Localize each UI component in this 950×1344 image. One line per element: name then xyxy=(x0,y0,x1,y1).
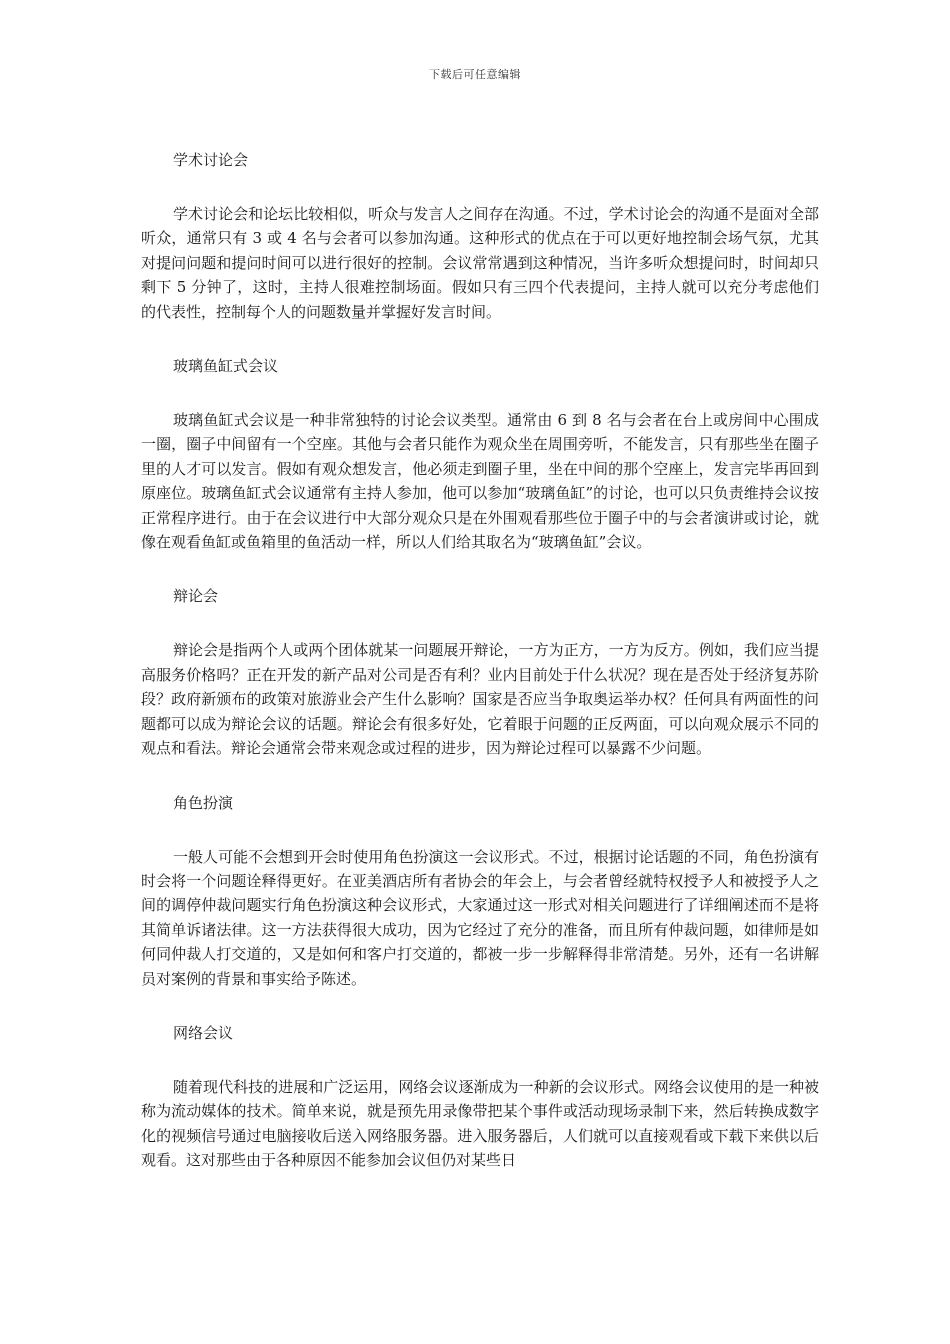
section-heading: 角色扮演 xyxy=(173,793,234,812)
section-heading: 辩论会 xyxy=(173,587,219,606)
section-academic-seminar xyxy=(141,148,819,324)
section-paragraph: 玻璃鱼缸式会议是一种非常独特的讨论会议类型。通常由 6 到 8 名与会者在台上或房间中心围成一圈，圈子中间留有一个空座。其他与会者只能作为观众坐在周围旁听，不能发言，只有那些坐在圈子里的人才可以发言。假如有观众想发言，他必须走到圈子里，坐在中间的那个空座上，发言完毕再回到原座位。玻璃鱼缸式会议通常有主持人参加，他可以参加“玻璃鱼缸”的讨论，也可以只负责维持会议按正常程序进行。由于在会议进行中大部分观众只是在外围观看那些位于圈子中的与会者演讲或讨论，就像在观看鱼缸或鱼箱里的鱼活动一样，所以人们给其取名为“玻璃鱼缸”会议。 xyxy=(141,411,819,552)
section-paragraph: 辩论会是指两个人或两个团体就某一问题展开辩论，一方为正方，一方为反方。例如，我们应当提高服务价格吗？正在开发的新产品对公司是否有利？业内目前处于什么状况？现在是否处于经济复苏阶段？政府新颁布的政策对旅游业会产生什么影响？国家是否应当争取奥运举办权？任何具有两面性的问题都可以成为辩论会议的话题。辩论会有很多好处，它着眼于问题的正反两面，可以向观众展示不同的观点和看法。辩论会通常会带来观念或过程的进步，因为辩论过程可以暴露不少问题。 xyxy=(141,641,819,758)
section-heading: 学术讨论会 xyxy=(173,151,249,169)
section-role-play xyxy=(141,791,819,991)
section-paragraph: 随着现代科技的进展和广泛运用，网络会议逐渐成为一种新的会议形式。网络会议使用的是一种被称为流动媒体的技术。简单来说，就是预先用录像带把某个事件或活动现场录制下来，然后转换成数字化的视频信号通过电脑接收后送入网络服务器。进入服务器后，人们就可以直接观看或下载下来供以后观看。这对那些由于各种原因不能参加会议但仍对某些日 xyxy=(141,1077,819,1170)
section-paragraph: 学术讨论会和论坛比较相似，听众与发言人之间存在沟通。不过，学术讨论会的沟通不是面对全部听众，通常只有 3 或 4 名与会者可以参加沟通。这种形式的优点在于可以更好地控制会场气氛，尤其对提问问题和提问时间可以进行很好的控制。会议常常遇到这种情况，当许多听众想提问时，时间却只剩下 5 分钟了，这时，主持人很难控制场面。假如只有三四个代表提问，主持人就可以充分考虑他们的代表性，控制每个人的问题数量并掌握好发言时间。 xyxy=(141,205,819,321)
section-web-conference xyxy=(141,1021,819,1173)
section-fishbowl-meeting xyxy=(141,354,819,554)
page-header: 下载后可任意编辑 xyxy=(429,68,521,81)
document-body xyxy=(141,148,819,1203)
section-paragraph: 一般人可能不会想到开会时使用角色扮演这一会议形式。不过，根据讨论话题的不同，角色扮演有时会将一个问题诠释得更好。在亚美酒店所有者协会的年会上，与会者曾经就特权授予人和被授予人之间的调停仲裁问题实行角色扮演这种会议形式，大家通过这一形式对相关问题进行了详细阐述而不是将其简单诉诸法律。这一方法获得很大成功，因为它经过了充分的准备，而且所有仲裁问题，如律师是如何同仲裁人打交道的，又是如何和客户打交道的，都被一步一步解释得非常清楚。另外，还有一名讲解员对案例的背景和事实给予陈述。 xyxy=(141,847,819,988)
section-heading: 玻璃鱼缸式会议 xyxy=(173,357,279,376)
section-heading: 网络会议 xyxy=(173,1023,234,1042)
section-debate xyxy=(141,584,819,760)
